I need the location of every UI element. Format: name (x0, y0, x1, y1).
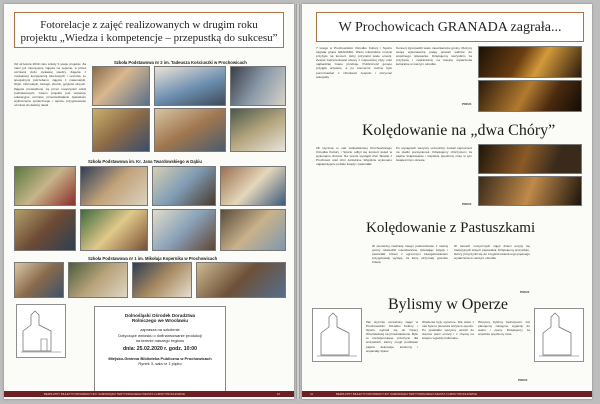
granada-title: W Prochowicach GRANADA zagrała... (338, 20, 562, 35)
poster-line-3: zaprasza na szkolenie (140, 327, 180, 333)
shepherds-title: Kolędowanie z Pastuszkami (366, 220, 536, 236)
poster-line-8: Rynek 3, sala nr 1 piętro (138, 361, 182, 367)
photo-dabie-3 (152, 166, 216, 206)
photo-dabie-7 (152, 209, 216, 251)
photo-kopernik-2 (68, 262, 128, 298)
poster-line-7: Miejsko-Gminna Biblioteka Publiczna w Prochowicach (108, 356, 212, 362)
church-sketch-icon (17, 305, 65, 357)
opera-text-col2: Wrażenia były ogromne. Dla wielu z nas była to pierwsza wizyta w operze. Po spektaklu wszyscy wrócili do domów pełni emocji i z chęcią na kolejne wyjazdy kulturalne. (422, 320, 474, 341)
photo-kopernik-3 (132, 262, 192, 298)
photo-granada-stage-1 (478, 46, 582, 78)
shepherds-signature: POKiS (520, 290, 530, 294)
photo-kopernik-1 (14, 262, 64, 298)
photo-dabie-1 (14, 166, 76, 206)
choirs-title: Kolędowanie na „dwa Chóry” (362, 122, 556, 139)
granada-text-col1: 7 lutego w Prochowickim Ośrodku Kultury i Sportu zagrała grupa GRANADA. Wielu miłośników muzyki przybyło na koncert, który przyniósł wiele emocji. Zespół zaprezentował utwory z najnowszej płyty oraz najbardziej znane przeboje. Publiczność gorąco przyjęła artystów, a po koncercie można było porozmawiać z członkami zespołu i otrzymać autografy. (316, 46, 392, 79)
photo-choirs-2 (478, 176, 582, 206)
right-footer (302, 391, 592, 397)
spine (296, 4, 300, 399)
church-sketch-icon (535, 309, 583, 361)
photo-dabie-2 (80, 166, 148, 206)
photo-dabie-6 (80, 209, 148, 251)
left-footer (4, 391, 294, 397)
photo-classroom-6 (230, 108, 286, 152)
caption-school-2: Szkoła Podstawowa nr 2 im. Tadeusza Kościuszki w Prochowicach (114, 60, 247, 65)
event-poster (94, 306, 226, 392)
photo-dabie-5 (14, 209, 76, 251)
photo-dabie-8 (220, 209, 286, 251)
shepherds-text-col1: W pierwszej niedzielę lutego pastuszkowie z naszej gminy odwiedzili mieszkańców, śpiewając kolędy i pastorałki. Dzieci z ogromnym zaangażowaniem przygotowały występ, za który otrzymały gromkie brawa. (372, 244, 448, 265)
ornament-sketch-left (16, 304, 66, 358)
photo-classroom-5 (154, 108, 226, 152)
opera-title: Bylismy w Operze (388, 296, 508, 313)
opera-text-col1: Tak styczniu uczestnicy zajęć w Prochowickim Ośrodku Kultury i Sportu wybrali się do Opery Wrocławskiej na przedstawienie. Było to niezapomniane przeżycie dla wszystkich, którzy mogli podziwiać piękne dekoracje, kostiumy i wspaniały śpiew. (366, 320, 418, 353)
photo-granada-stage-2 (478, 80, 582, 112)
opera-signature: POKiS (518, 378, 528, 382)
right-page (302, 4, 592, 399)
photo-classroom-2 (154, 66, 226, 106)
ornament-sketch-right-1 (312, 308, 362, 362)
left-title-line1: Fotorelacje z zajęć realizowanych w drugim roku (40, 19, 258, 31)
photo-dabie-4 (220, 166, 286, 206)
poster-line-4: Dotyczące wniosku o dofinansowanie produkcji (118, 332, 202, 338)
left-title-line2: projektu „Wiedza i kompetencje – przepustką do sukcesu” (20, 31, 278, 44)
choirs-text-col2: Po występach wszyscy uczestnicy zostali zaproszeni na słodki poczęstunek. Dziękujemy chórzystom za piękne kolędowanie i wspólnie spędzony czas w tym świątecznym okresie. (396, 146, 472, 163)
choirs-signature: POKiS (462, 202, 472, 206)
ornament-sketch-right-2 (534, 308, 584, 362)
choirs-text-col1: 28 stycznia w sali widowiskowej Prochowickiego Ośrodka Kultury i Sportu odbył się koncert kolęd w wykonaniu chórów. Na scenie wystąpił chór Słowiki z Prochowic oraz chór Jarzębina. Wspólnie wykonano najpiękniejsze polskie kolędy i pastorałki. (316, 146, 392, 167)
photo-classroom-3 (230, 66, 286, 106)
poster-line-5: na terenie naszego regionu (135, 337, 185, 343)
poster-line-2: Rolniczego we Wrocławiu (131, 318, 189, 324)
caption-school-dabie: Szkoła Podstawowa im. Kr. Jana Twardowskiego w Dąbiu (88, 159, 202, 164)
caption-school-1: Szkoła Podstawowa nr 1 im. Mikołaja Kopernika w Prochowicach (88, 256, 218, 261)
photo-classroom-1 (92, 66, 150, 106)
left-page (4, 4, 294, 399)
right-footer-text: BEZPŁATNY BIULETYN INFORMACYJNY SAMORZĄDU TERYTORIALNEGO MIASTA I GMINY PROCHOWICE (336, 391, 478, 396)
church-sketch-icon (313, 309, 361, 361)
shepherds-text-col2: W ramach muzycznych zajęć dzieci uczyły się tradycyjnych kolęd i pastorałek. Dziękujemy wszystkim, którzy przyczynili się do zorganizowania tego pięknego wydarzenia w naszym ośrodku. (454, 244, 530, 261)
photo-classroom-4 (92, 108, 150, 152)
left-title-box (14, 12, 284, 48)
granada-text-col2: Koncert zgromadził wielu mieszkańców gminy. Muzycy swoją wykonawczą pasją porwali widzów do wspólnego śpiewania. Dziękujemy wszystkim za przybycie i zapraszamy na kolejne wydarzenia kulturalne w naszym ośrodku. (396, 46, 472, 67)
photo-kopernik-4 (196, 262, 286, 298)
photo-choirs-1 (478, 144, 582, 174)
left-intro-text: Od września 2019 roku szkoły II etapu projektu. Za nami już intensywne zajęcia na sejsmie, a przed uczniami dużo ciekawej wiedzy. Zajęcia z modułowej kompetencji kluczowych i uczniów ze specjalnymi potrzebami, zajęcia z matematyki, fizyki, informatyki, biologii, chemii, języków obcych. Zajęcia prowadzone są przez nauczycieli szkół podstawowych. Celem projektu jest wsparcie edukacyjne uczniów, przeciwdziałanie zjawiskom wykluczenia społecznego i lepsze przygotowanie uczniów do dalszej nauki. (14, 62, 86, 107)
poster-line-1: Dolnośląski Ośrodek Doradztwa (124, 313, 196, 318)
left-footer-text: BEZPŁATNY BIULETYN INFORMACYJNY SAMORZĄDU TERYTORIALNEGO MIASTA I GMINY PROCHOWICE (44, 391, 186, 396)
opera-text-col3: Wszyscy byliśmy zachwyceni. Już planujemy następne wyjazdy do teatru i opery. Dziękujemy za wspólnie spędzony czas. (478, 320, 530, 337)
poster-line-6: dnia: 25.02.2020 r. godz. 10:00 (122, 346, 198, 353)
granada-title-box (316, 12, 584, 42)
right-page-number: 41 (310, 391, 314, 396)
left-page-number: 16 (276, 391, 280, 396)
granada-signature: POKiS (462, 102, 472, 106)
